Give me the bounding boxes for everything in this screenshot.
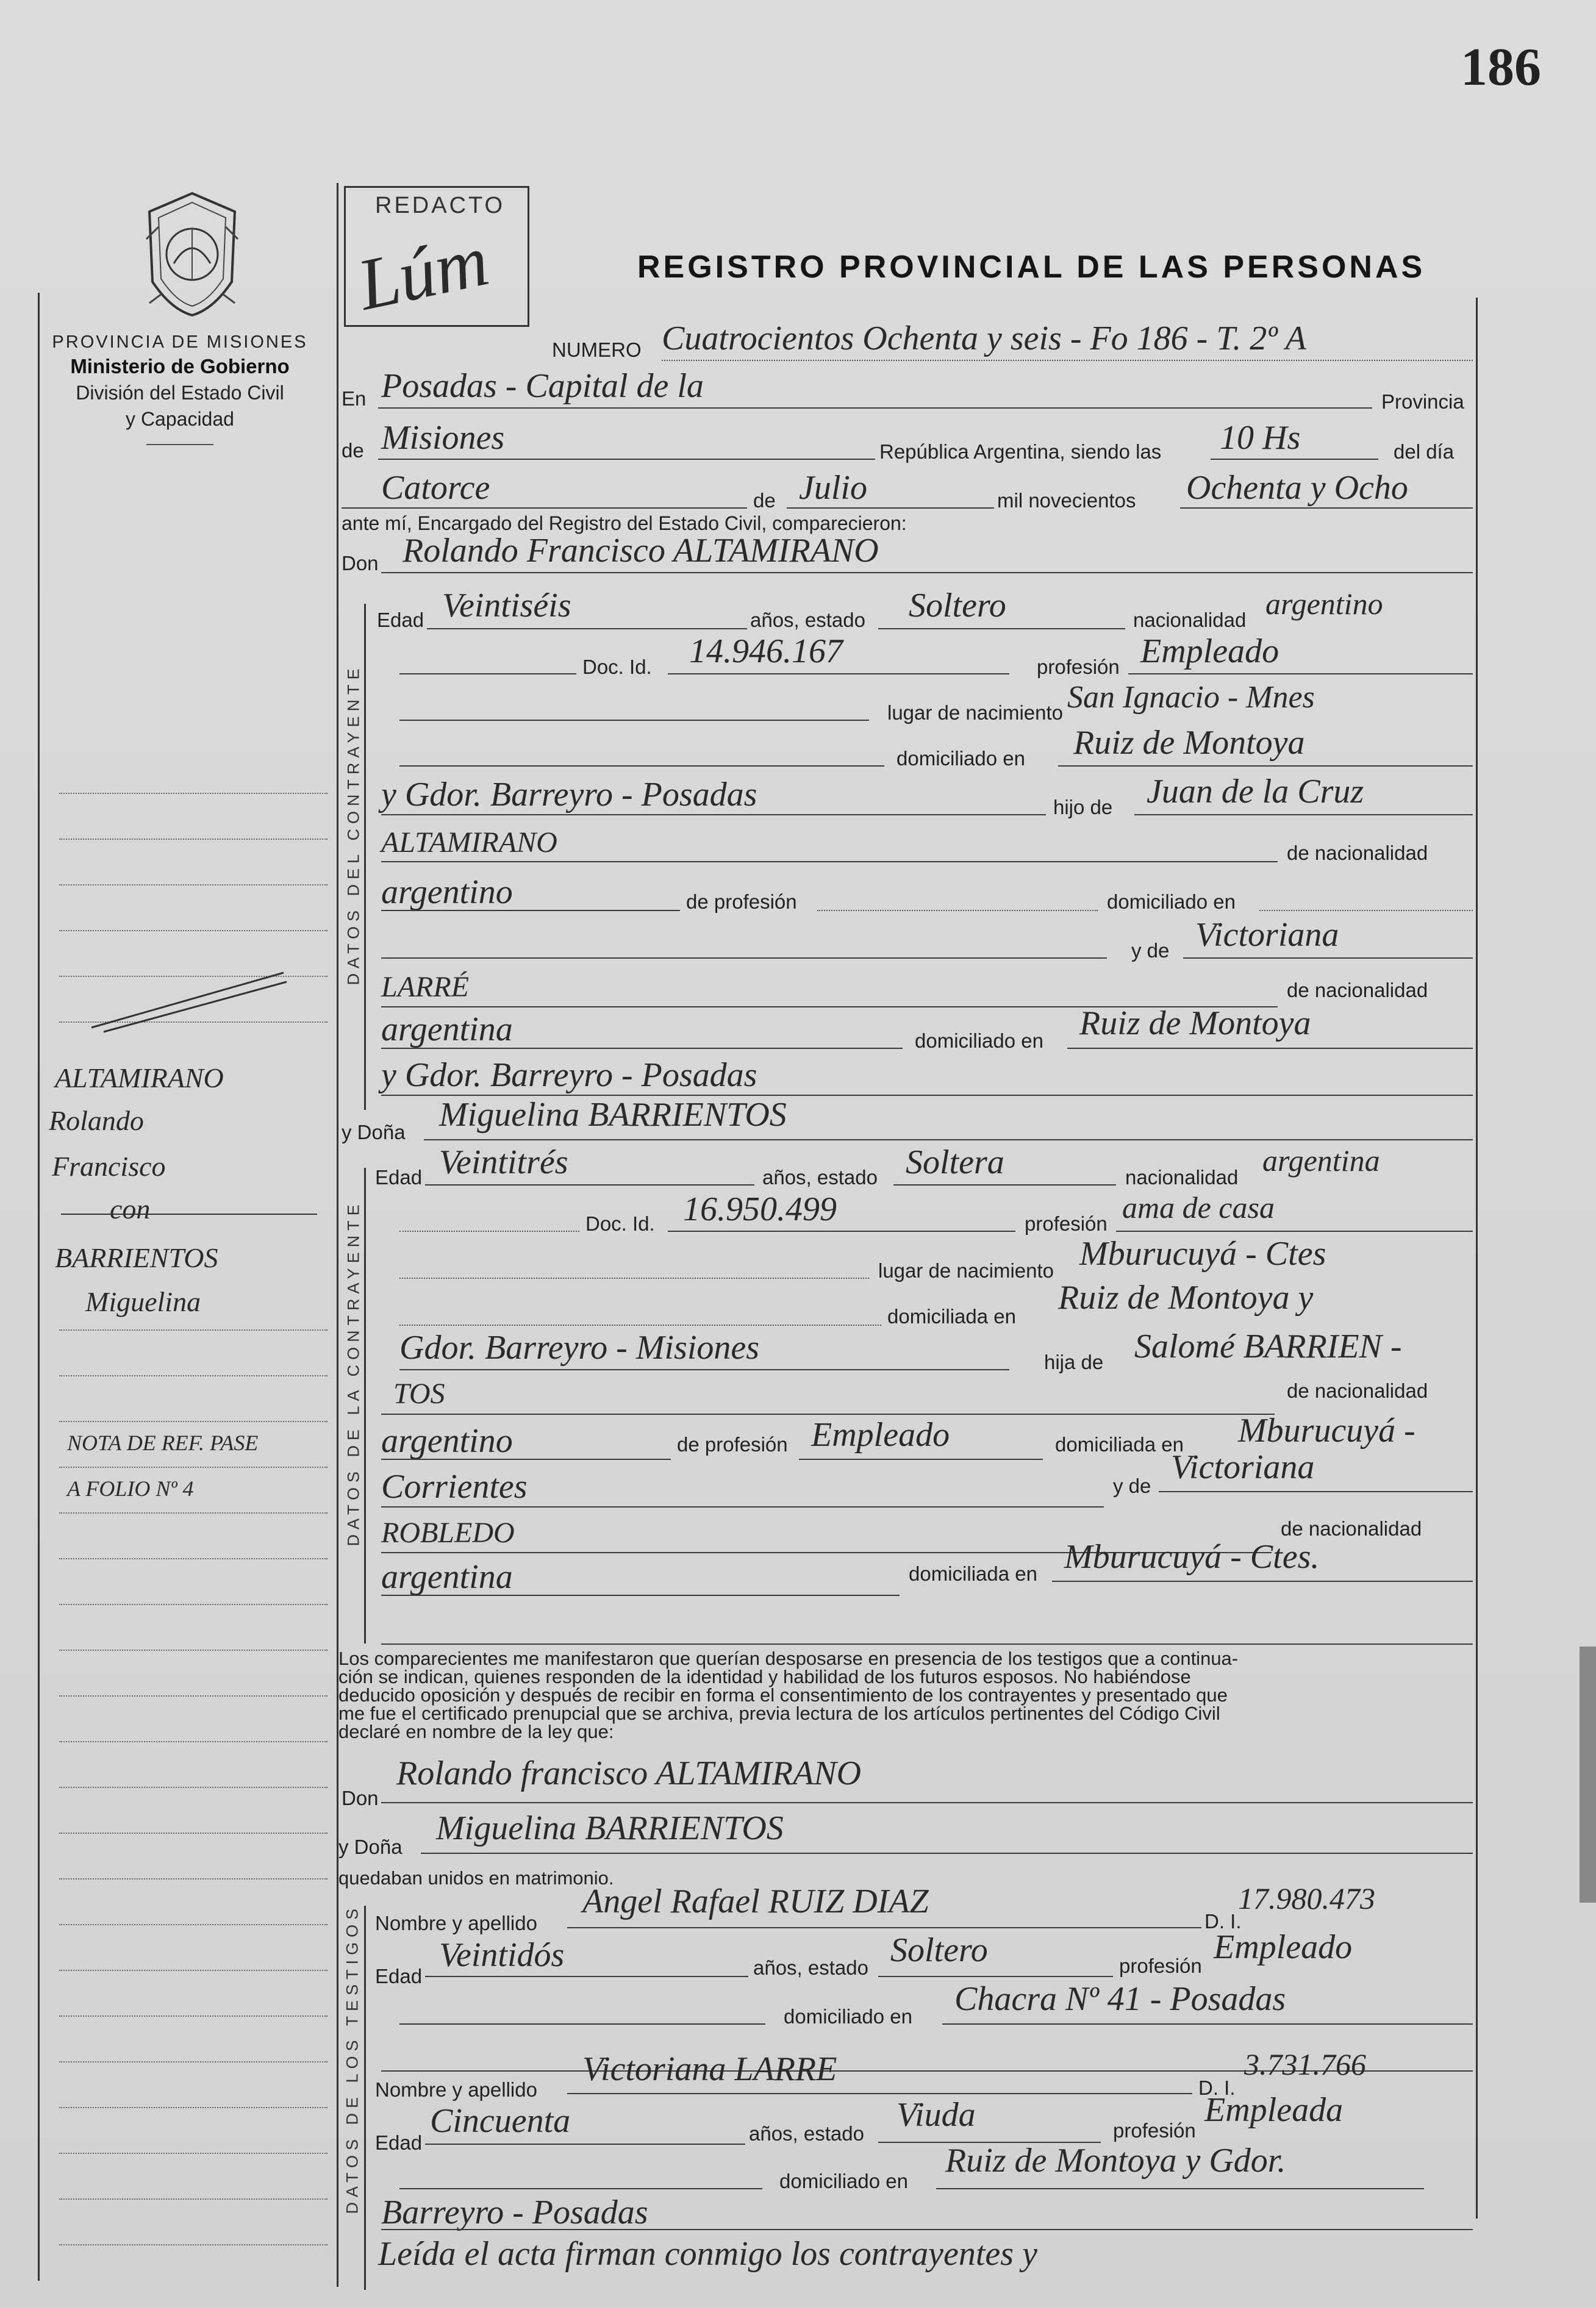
bride-mother-nat-line <box>381 1595 900 1596</box>
groom-father-prof-line <box>817 910 1098 911</box>
groom-mother-addr2: y Gdor. Barreyro - Posadas <box>381 1056 757 1094</box>
groom-father1-line <box>1134 814 1473 815</box>
decl-bride-line <box>421 1853 1473 1854</box>
decl-bride: Miguelina BARRIENTOS <box>436 1809 784 1847</box>
place-value: Posadas - Capital de la <box>381 367 704 405</box>
bride-father2: TOS <box>393 1378 445 1410</box>
w1-di-label: D. I. <box>1204 1910 1242 1933</box>
groom-address1: Ruiz de Montoya <box>1073 724 1305 762</box>
dia-label: del día <box>1394 440 1455 463</box>
groom-lugar-label: lugar de nacimiento <box>887 701 1064 724</box>
margin-con: con <box>110 1193 151 1225</box>
bride-doc-leadline <box>399 1231 579 1232</box>
witness-section-label: DATOS DE LOS TESTIGOS <box>343 1903 362 2214</box>
groom-father-dom-line <box>1259 910 1473 911</box>
margin-name-francisco: Francisco <box>52 1151 166 1182</box>
bride-father-addr1: Mburucuyá - <box>1238 1412 1415 1450</box>
groom-mother-nat-line <box>381 1048 903 1049</box>
declaration-line-1: Los comparecientes me manifestaron que querían desposarse en presencia de los testigos que a continua- <box>338 1648 1239 1669</box>
bride-denac-label: de nacionalidad <box>1287 1379 1428 1402</box>
numero-label: NUMERO <box>552 338 642 361</box>
w1-address: Chacra Nº 41 - Posadas <box>954 1980 1286 2018</box>
decl-don-label: Don <box>342 1787 379 1809</box>
bride-mother1: Victoriana <box>1171 1448 1315 1486</box>
office-divider <box>146 444 213 445</box>
bride-father1: Salomé BARRIEN - <box>1134 1328 1402 1365</box>
de-label: de <box>342 439 364 462</box>
bride-mother-nat: argentina <box>381 1558 513 1596</box>
form-left-line <box>337 183 338 2287</box>
year-line <box>1180 507 1473 509</box>
w1-dom-leadline <box>399 2023 765 2025</box>
w2-name: Victoriana LARRE <box>582 2050 837 2088</box>
groom-birthplace: San Ignacio - Mnes <box>1067 680 1315 715</box>
bride-section-end-line <box>381 1644 1473 1645</box>
bride-section-label: DATOS DE LA CONTRAYENTE <box>344 1200 363 1547</box>
bride-mother-nat-label: de nacionalidad <box>1281 1517 1422 1540</box>
groom-name: Rolando Francisco ALTAMIRANO <box>403 532 879 570</box>
numero-line <box>662 360 1473 361</box>
w2-profession: Empleada <box>1204 2091 1344 2129</box>
groom-mother1: Victoriana <box>1195 916 1339 954</box>
bride-status-line <box>893 1184 1116 1186</box>
bride-age: Veintitrés <box>439 1143 568 1181</box>
bride-father-nat: argentino <box>381 1422 513 1460</box>
groom-father1: Juan de la Cruz <box>1147 773 1364 810</box>
coat-of-arms-seal <box>140 190 244 318</box>
groom-dom-label: domiciliado en <box>896 747 1025 770</box>
w1-name-line <box>567 1927 1201 1928</box>
groom-name-line <box>381 572 1473 573</box>
groom-section-bar <box>364 604 366 1110</box>
w1-address-line <box>942 2023 1473 2025</box>
de2-label: de <box>753 489 776 512</box>
bride-father2-line <box>381 1414 1275 1415</box>
place-line <box>378 407 1372 409</box>
w1-name: Angel Rafael RUIZ DIAZ <box>582 1883 929 1920</box>
groom-mother-nat-label: de nacionalidad <box>1287 979 1428 1001</box>
w2-dom-leadline <box>399 2188 762 2189</box>
w2-status: Viuda <box>896 2096 976 2134</box>
groom-status: Soltero <box>909 587 1006 624</box>
w1-estado-label: años, estado <box>753 1956 868 1979</box>
w2-age: Cincuenta <box>430 2102 571 2140</box>
bride-yde-label: y de <box>1113 1475 1151 1497</box>
groom-mother-dom-label: domiciliado en <box>915 1029 1043 1052</box>
groom-nac-label: nacionalidad <box>1133 609 1247 631</box>
office-division: División del Estado Civil <box>76 382 284 404</box>
declaration-text <box>338 1650 1479 1741</box>
bride-father-prof: Empleado <box>811 1416 950 1454</box>
bride-father-prof-line <box>799 1459 1043 1460</box>
margin-name-miguelina: Miguelina <box>85 1286 201 1317</box>
month-value: Julio <box>799 469 867 507</box>
bride-nac-label: nacionalidad <box>1125 1166 1239 1189</box>
groom-birth-leadline <box>399 720 869 721</box>
w1-status-line <box>878 1976 1113 1977</box>
redacto-stamp <box>344 186 529 327</box>
groom-yde-label: y de <box>1131 939 1170 962</box>
groom-deprof-label: de profesión <box>686 890 797 913</box>
bride-age-line <box>425 1184 754 1186</box>
year-value: Ochenta y Ocho <box>1186 469 1408 507</box>
bride-birthplace: Mburucuyá - Ctes <box>1079 1235 1326 1273</box>
groom-section-label: DATOS DEL CONTRAYENTE <box>344 663 363 985</box>
bride-hija-label: hija de <box>1044 1351 1104 1373</box>
page-title: REGISTRO PROVINCIAL DE LAS PERSONAS <box>637 249 1426 285</box>
w2-address1-line <box>936 2188 1424 2189</box>
day-value: Catorce <box>381 469 490 507</box>
office-capacity: y Capacidad <box>126 408 234 430</box>
groom-prof-label: profesión <box>1037 656 1120 678</box>
bride-mother-addr: Mburucuyá - Ctes. <box>1064 1538 1320 1576</box>
bride-profession-line <box>1116 1231 1473 1232</box>
groom-nationality: argentino <box>1265 587 1383 621</box>
bride-doc-label: Doc. Id. <box>585 1212 655 1235</box>
en-label: En <box>342 387 367 410</box>
w2-di: 3.731.766 <box>1244 2047 1366 2081</box>
groom-father2-line <box>381 861 1278 862</box>
groom-denac-label: de nacionalidad <box>1287 842 1428 864</box>
left-border-line <box>38 293 40 2281</box>
w1-profession: Empleado <box>1214 1928 1353 1966</box>
bride-mother2: ROBLEDO <box>381 1517 515 1549</box>
w2-estado-label: años, estado <box>749 2122 864 2145</box>
day-line <box>342 507 747 509</box>
groom-address2: y Gdor. Barreyro - Posadas <box>381 776 757 814</box>
groom-mother1-line <box>1183 957 1473 959</box>
groom-hijo-label: hijo de <box>1053 796 1113 818</box>
witness-section-bar <box>364 1906 366 2290</box>
margin-note-line2: A FOLIO Nº 4 <box>67 1476 194 1501</box>
w1-edad-label: Edad <box>375 1965 423 1987</box>
margin-con-strike <box>61 1214 317 1215</box>
mil-label: mil novecientos <box>997 489 1136 512</box>
office-ministry: Ministerio de Gobierno <box>70 355 290 377</box>
groom-father-dom-label: domiciliado en <box>1107 890 1236 913</box>
groom-status-line <box>878 628 1125 629</box>
margin-strike-lines <box>85 964 293 1037</box>
redacto-stamp-word: REDACTO <box>375 193 506 218</box>
decl-closing: quedaban unidos en matrimonio. <box>338 1867 614 1889</box>
groom-mother2: LARRÉ <box>381 971 469 1003</box>
w2-prof-label: profesión <box>1113 2119 1196 2142</box>
w2-address2: Barreyro - Posadas <box>381 2194 648 2231</box>
groom-address1-line <box>1058 765 1473 767</box>
w1-age: Veintidós <box>439 1936 565 1974</box>
decl-groom: Rolando francisco ALTAMIRANO <box>396 1754 862 1792</box>
bride-doc: 16.950.499 <box>683 1190 837 1228</box>
dona-label: y Doña <box>342 1121 406 1143</box>
w2-age-line <box>425 2144 745 2145</box>
margin-note-line1: NOTA DE REF. PASE <box>67 1431 259 1455</box>
groom-doc-leadline <box>399 673 576 674</box>
w1-di: 17.980.473 <box>1238 1881 1375 1915</box>
declaration-line-4: me fue el certificado prenupcial que se archiva, previa lectura de los artículos pertinentes del Código Civil <box>338 1703 1220 1724</box>
page-edge-shadow <box>1580 1647 1596 1903</box>
w2-dom-label: domiciliado en <box>779 2170 908 2192</box>
w2-address1: Ruiz de Montoya y Gdor. <box>945 2142 1286 2180</box>
office-block <box>37 332 323 445</box>
groom-doc-label: Doc. Id. <box>582 656 652 678</box>
redacto-initials: Lúm <box>351 219 495 326</box>
bride-profession: ama de casa <box>1122 1190 1275 1225</box>
declaration-line-3: deducido oposición y después de recibir en forma el consentimiento de los contrayentes y presentado que <box>338 1684 1228 1706</box>
w1-dom-label: domiciliado en <box>784 2005 912 2028</box>
hour-value: 10 Hs <box>1220 419 1301 457</box>
margin-surname-bride: BARRIENTOS <box>55 1242 218 1273</box>
provincia-label: Provincia <box>1381 390 1464 413</box>
bride-address1: Ruiz de Montoya y <box>1058 1279 1314 1317</box>
groom-profession-line <box>1128 673 1473 674</box>
w2-nombre-label: Nombre y apellido <box>375 2078 537 2101</box>
bride-dom-leadline <box>399 1325 881 1326</box>
groom-dom-leadline <box>399 765 884 767</box>
bride-lugar-label: lugar de nacimiento <box>878 1259 1054 1282</box>
coat-of-arms-icon <box>140 190 244 318</box>
groom-profession: Empleado <box>1140 632 1279 670</box>
w2-address2-line <box>381 2229 1473 2230</box>
groom-age: Veintiséis <box>442 587 571 624</box>
ante-label: ante mí, Encargado del Registro del Estado Civil, comparecieron: <box>342 512 907 534</box>
closing-handwritten: Leída el acta firman conmigo los contrayentes y <box>378 2235 1037 2273</box>
margin-name-rolando: Rolando <box>49 1105 144 1136</box>
groom-mother-nat: argentina <box>381 1010 513 1048</box>
numero-value: Cuatrocientos Ochenta y seis - Fo 186 - T. 2º A <box>662 320 1306 357</box>
decl-groom-line <box>381 1802 1473 1803</box>
w2-name-line <box>567 2093 1192 2094</box>
bride-dom-label: domiciliada en <box>887 1305 1016 1328</box>
w2-di-label: D. I. <box>1198 2076 1236 2099</box>
w1-status: Soltero <box>890 1931 988 1969</box>
bride-mother1-line <box>1159 1491 1473 1492</box>
bride-edad-label: Edad <box>375 1166 423 1189</box>
decl-dona-label: y Doña <box>338 1836 403 1858</box>
groom-mother-addr1-line <box>1067 1048 1473 1049</box>
bride-father-nat-line <box>381 1459 671 1460</box>
groom-doc: 14.946.167 <box>689 632 843 670</box>
form-right-line <box>1476 298 1478 2219</box>
groom-father2: ALTAMIRANO <box>381 826 557 859</box>
bride-nationality: argentina <box>1262 1143 1380 1178</box>
hour-line <box>1211 459 1378 460</box>
republica-label: República Argentina, siendo las <box>879 440 1162 463</box>
province-value: Misiones <box>381 419 505 457</box>
groom-doc-line <box>668 673 1009 674</box>
w2-edad-label: Edad <box>375 2131 423 2154</box>
bride-birth-leadline <box>399 1278 869 1279</box>
folio-number: 186 <box>1461 38 1541 97</box>
bride-father-dom-label: domiciliada en <box>1055 1433 1184 1456</box>
office-province: PROVINCIA DE MISIONES <box>52 332 308 352</box>
declaration-line-5: declaré en nombre de la ley que: <box>338 1721 614 1742</box>
bride-name: Miguelina BARRIENTOS <box>439 1096 787 1134</box>
bride-section-bar <box>364 1168 366 1644</box>
groom-estado-label: años, estado <box>750 609 865 631</box>
groom-address2-line <box>381 814 1046 815</box>
bride-address2-line <box>399 1369 1009 1370</box>
month-line <box>787 507 994 509</box>
margin-surname-groom: ALTAMIRANO <box>55 1062 224 1093</box>
bride-address2: Gdor. Barreyro - Misiones <box>399 1329 760 1367</box>
groom-father-nat: argentino <box>381 873 513 911</box>
bride-name-line <box>424 1139 1473 1140</box>
bride-status: Soltera <box>906 1143 1004 1181</box>
don-label: Don <box>342 552 379 574</box>
bride-prof-label: profesión <box>1025 1212 1108 1235</box>
bride-estado-label: años, estado <box>762 1166 878 1189</box>
province-line <box>378 459 875 460</box>
w1-nombre-label: Nombre y apellido <box>375 1912 537 1934</box>
w1-age-line <box>425 1976 748 1977</box>
declaration-line-2: ción se indican, quienes responden de la identidad y habilidad de los futuros esposos. No habiéndose <box>338 1666 1191 1687</box>
groom-age-line <box>427 628 747 629</box>
bride-father-addr2-line <box>381 1506 1104 1508</box>
bride-deprof-label: de profesión <box>677 1433 788 1456</box>
groom-edad-label: Edad <box>377 609 424 631</box>
bride-father-addr2: Corrientes <box>381 1468 528 1506</box>
groom-father-dom-line2 <box>381 957 1107 959</box>
bride-mother-dom-label: domiciliada en <box>909 1562 1037 1585</box>
bride-mother-addr-line <box>1052 1581 1473 1582</box>
w1-prof-label: profesión <box>1119 1955 1202 1977</box>
bride-doc-line <box>668 1231 1015 1232</box>
groom-father-nat-line <box>381 910 680 911</box>
groom-mother-addr1: Ruiz de Montoya <box>1079 1004 1311 1042</box>
